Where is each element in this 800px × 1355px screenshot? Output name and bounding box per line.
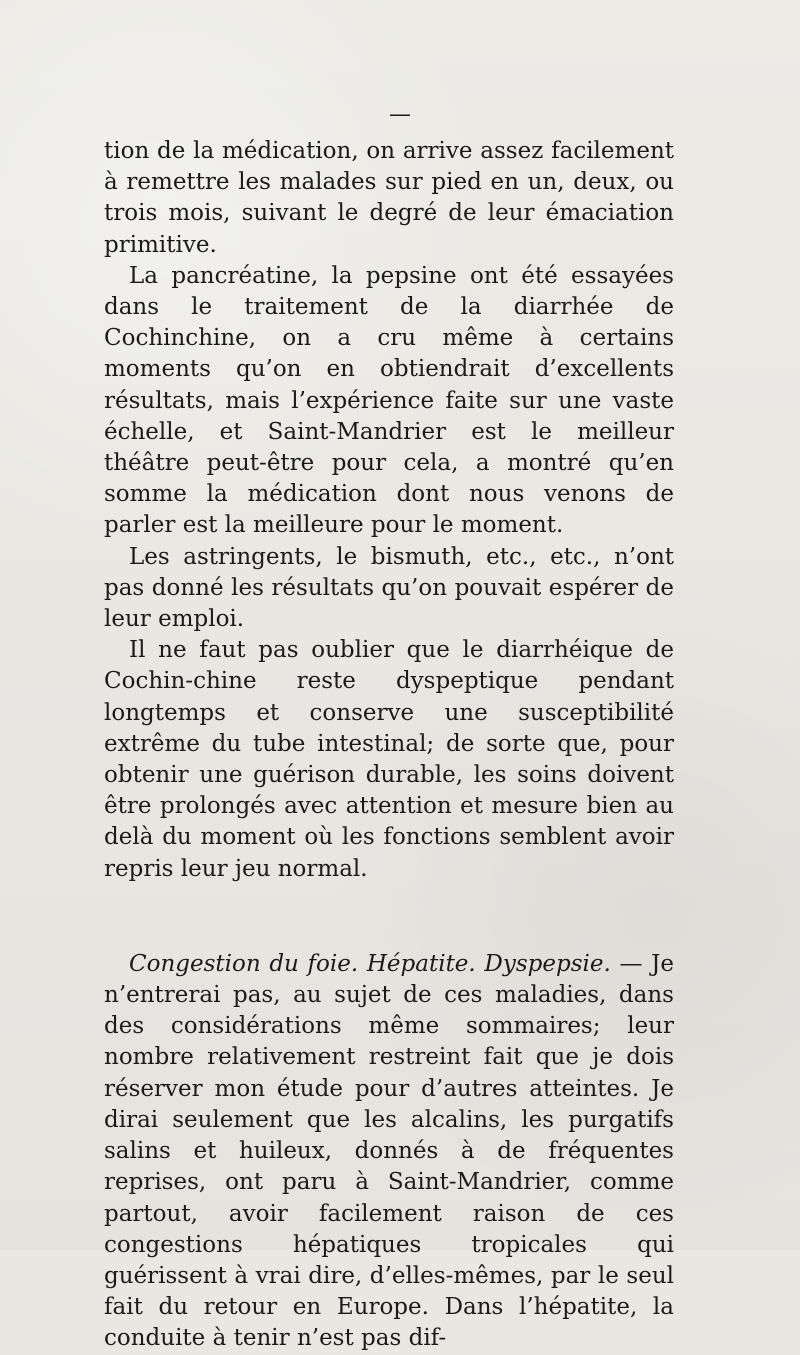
section-title: Congestion du foie. Hépatite. Dyspepsie. xyxy=(129,950,611,977)
paragraph-4: Il ne faut pas oublier que le diarrhéique de Cochin-chine reste dyspeptique pendant longtemps et conserve une susceptibilité extrême du tube intestinal; de sorte que, pour obtenir une guérison durable, les soins doivent être prolongés avec attention et mesure bien au delà du moment où les fonctions semblent avoir repris leur jeu normal. xyxy=(104,637,674,882)
paragraph-3: Les astringents, le bismuth, etc., etc., n’ont pas donné les résultats qu’on pouvait espérer de leur emploi. xyxy=(104,543,674,633)
page-header-mark: — xyxy=(389,102,411,127)
paragraph-1: tion de la médication, on arrive assez facilement à remettre les malades sur pied en un, deux, ou trois mois, suivant le degré de leur émaciation primitive. xyxy=(104,138,674,258)
section-text: Je n’entrerai pas, au sujet de ces maladies, dans des considérations même sommaires; leur nombre relativement restreint fait que je dois réserver mon étude pour d’autres atteintes. Je dirai seulement que les alcalins, les purgatifs salins et huileux, donnés à de fréquentes reprises, ont paru à Saint-Mandrier, comme partout, avoir facilement raison de ces congestions hépatiques tropicales qui guérissent à vrai dire, d’elles-mêmes, par le seul fait du retour en Europe. Dans l’hépatite, la conduite à tenir n’est pas dif- xyxy=(104,950,674,1352)
section-paragraph xyxy=(104,949,674,1355)
body-text xyxy=(104,136,674,1355)
section-separator: — xyxy=(610,950,652,977)
paragraph-2: La pancréatine, la pepsine ont été essayées dans le traitement de la diarrhée de Cochinchine, on a cru même à certains moments qu’on en obtiendrait d’excellents résultats, mais l’expérience faite sur une vaste échelle, et Saint-Mandrier est le meilleur théâtre peut-être pour cela, a montré qu’en somme la médication dont nous venons de parler est la meilleure pour le moment. xyxy=(104,262,674,539)
